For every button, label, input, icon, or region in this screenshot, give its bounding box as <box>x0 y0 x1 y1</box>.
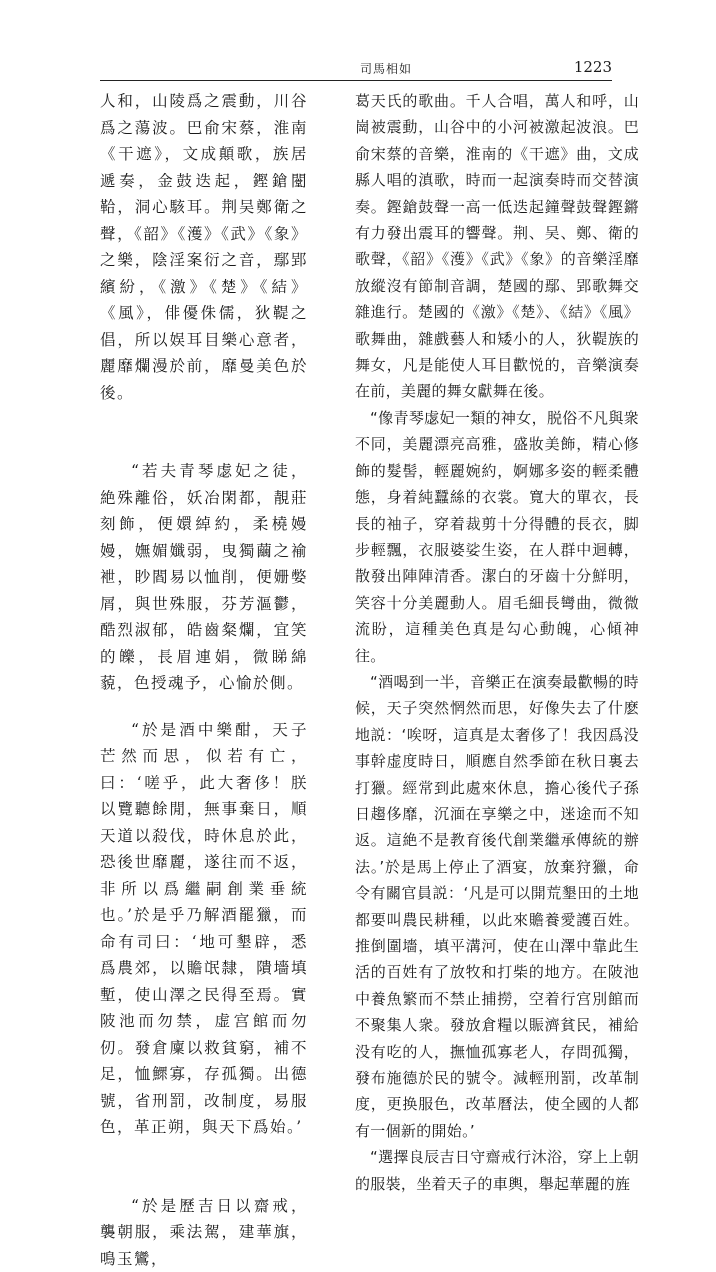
original-paragraph: “於是酒中樂酣，天子芒然而思，似若有亡，曰：‘嗟乎，此大奢侈！朕以覽聽餘閒，無事棄日，順天道以殺伐，時休息於此，恐後世靡麗，遂往而不返，非所以爲繼嗣創業垂統也。’於是乎乃解酒罷獵，而命有司曰：‘地可墾辟，悉爲農郊，以贍氓隸，隤墻填塹，使山澤之民得至焉。實陂池而勿禁，虚宫館而勿仞。發倉廩以救貧窮，補不足，恤鰥寡，存孤獨。出德號，省刑罰，改制度，易服色，革正朔，與天下爲始。’ <box>100 717 308 1141</box>
translation-paragraph: 葛天氏的歌曲。千人合唱，萬人和呼，山崗被震動，山谷中的小河被激起波浪。巴俞宋蔡的音樂，淮南的《干遮》曲，文成縣人唱的滇歌，時而一起演奏時而交替演奏。鏗鎗鼓聲一高一低迭起鐘聲鼓聲鏗鏘有力發出震耳的響聲。荆、吴、鄭、衛的歌聲，《韶》《濩》《武》《象》的音樂淫靡放縱沒有節制音調，楚國的鄢、郢歌舞交雜進行。楚國的《激》《楚》、《結》《風》歌舞曲，雜戲藝人和矮小的人，狄鞮族的舞女，凡是能使人耳目歡悦的，音樂演奏在前，美麗的舞女獻舞在後。 <box>355 88 639 405</box>
original-text-column <box>100 88 308 1272</box>
page-number: 1223 <box>574 58 612 76</box>
header-rule <box>100 80 612 81</box>
original-paragraph: “若夫青琴虙妃之徒，絶殊離俗，妖冶閑都，靚莊刻飾，便嬛綽約，柔橈嫚嫚，嫵媚孅弱，曳獨繭之褕袣，眇閻易以恤削，便姗嫳屑，與世殊服，芬芳漚鬱，酷烈淑郁，皓齒粲爛，宜笑的皪，長眉連娟，微睇綿藐，色授魂予，心愉於側。 <box>100 458 308 697</box>
translation-paragraph: “選擇良辰吉日守齋戒行沐浴，穿上上朝的服裝，坐着天子的車輿，舉起華麗的旌 <box>355 1144 639 1197</box>
translation-paragraph: “像青琴虙妃一類的神女，脱俗不凡與衆不同，美麗漂亮高雅，盛妝美飾，精心修飾的髮髻，輕麗婉約，婀娜多姿的輕柔體態，身着純蠶絲的衣裳。寬大的單衣，長長的袖子，穿着裁剪十分得體的長衣，脚步輕飄，衣服婆娑生姿，在人群中迴轉，散發出陣陣清香。潔白的牙齒十分鮮明，笑容十分美麗動人。眉毛細長彎曲，微微流盼，這種美色真是勾心動魄，心傾神往。 <box>355 405 639 669</box>
running-title: 司馬相如 <box>360 60 412 77</box>
translation-paragraph: “酒喝到一半，音樂正在演奏最歡暢的時候，天子突然惘然而思，好像失去了什麽地説：‘唉呀，這真是太奢侈了！我因爲没事幹虚度時日，順應自然季節在秋日裏去打獵。經常到此處來休息，擔心後代子孫日趨侈靡，沉湎在享樂之中，迷途而不知返。這絶不是教育後代創業繼承傳統的辦法。’於是馬上停止了酒宴，放棄狩獵，命令有關官員説：‘凡是可以開荒墾田的土地都要叫農民耕種，以此來贍養愛護百姓。推倒圍墻，填平溝河，使在山澤中靠此生活的百姓有了放牧和打柴的地方。在陂池中養魚繁而不禁止捕撈，空着行宫別館而不聚集人衆。發放倉糧以賑濟貧民，補給没有吃的人，撫恤孤寡老人，存問孤獨，發布施德於民的號令。減輕刑罰，改革制度，更换服色，改革曆法，使全國的人都有一個新的開始。’ <box>355 669 639 1144</box>
original-paragraph: 人和，山陵爲之震動，川谷爲之蕩波。巴俞宋蔡，淮南《干遮》，文成顛歌，族居遞奏，金鼓迭起，鏗鎗闛鞈，洞心駭耳。荆吴鄭衛之聲，《韶》《濩》《武》《象》之樂，陰淫案衍之音，鄢郢繽紛，《激》《楚》《結》《風》，俳優侏儒，狄鞮之倡，所以娱耳目樂心意者，麗靡爛漫於前，靡曼美色於後。 <box>100 88 308 406</box>
translation-column <box>355 88 639 1197</box>
page-header <box>100 54 612 82</box>
original-paragraph: “於是歷吉日以齋戒，襲朝服，乘法駕，建華旗，鳴玉鸞， <box>100 1193 308 1272</box>
